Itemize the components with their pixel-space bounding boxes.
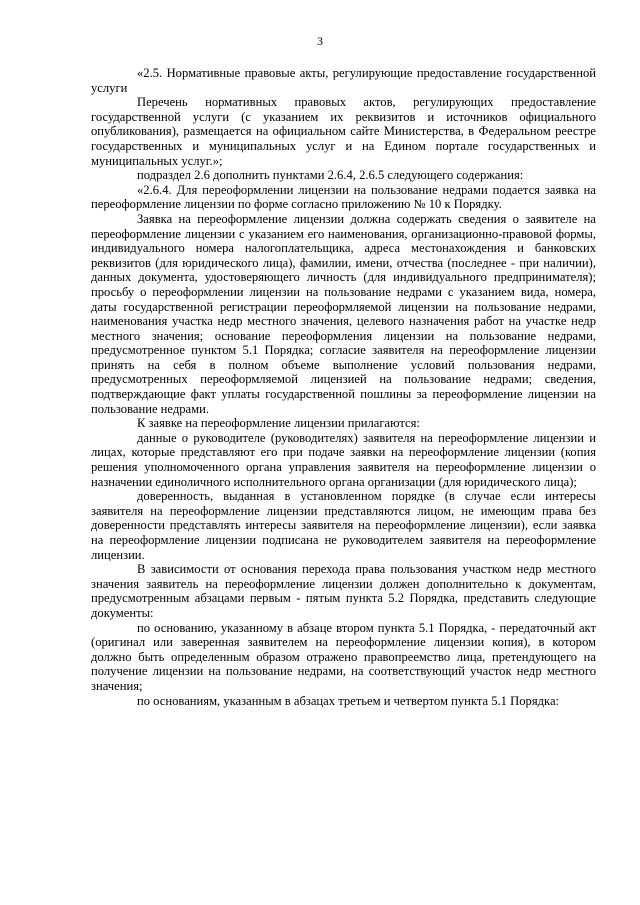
paragraph-manager-data: данные о руководителе (руководителях) заявителя на переоформление лицензии и лицах, которые представляют его при подаче заявки на переоформление лицензии (копия решения уполномоченного органа управления заявителя на переоформление лицензии о назначении единоличного исполнительного органа организации (для юридического лица); <box>91 430 596 489</box>
paragraph-additional-documents: В зависимости от основания перехода права пользования участком недр местного значения заявитель на переоформление лицензии должен дополнительно к документам, предусмотренным абзацами первым - пятым пункта 5.2 Порядка, представить следующие документы: <box>91 562 596 620</box>
paragraph-2-5-heading: «2.5. Нормативные правовые акты, регулирующие предоставление государственной услуги <box>91 66 596 95</box>
page-number: 3 <box>317 34 323 48</box>
paragraph-application-content: Заявка на переоформление лицензии должна содержать сведения о заявителе на переоформление лицензии с указанием его наименования, организационно-правовой формы, индивидуального номера налогоплательщика, адреса местонахождения и банковских реквизитов (для юридического лица), фамилии, имени, отчества (последнее - при наличии), данных документа, удостоверяющего личность (для индивидуального предпринимателя); просьбу о переоформлении лицензии на пользование недрами с указанием вида, номера, даты государственной регистрации переоформляемой лицензии на пользование недрами, наименования участка недр местного значения, целевого назначения работ на участке недр местного значения; основание переоформления лицензии на пользование недрами, предусмотренное пунктом 5.1 Порядка; согласие заявителя на переоформление лицензии принять на себя в полном объеме выполнение условий пользования недрами, предусмотренных переоформляемой лицензией на пользование недрами; сведения, подтверждающие факт уплаты государственной пошлины за переоформление лицензии на пользование недрами. <box>91 211 596 416</box>
paragraph-amend-2-6: подраздел 2.6 дополнить пунктами 2.6.4, 2.6.5 следующего содержания: <box>137 168 524 183</box>
document-body <box>91 66 596 708</box>
paragraph-attachments-intro: К заявке на переоформление лицензии прилагаются: <box>137 416 420 431</box>
paragraph-basis-second: по основанию, указанному в абзаце втором пункта 5.1 Порядка, - передаточный акт (оригинал или заверенная заявителем на переоформление лицензии копия), в котором должно быть определенным образом отражено правопреемство лица, претендующего на получение лицензии на пользование недрами, на соответствующий участок недр местного значения; <box>91 620 596 693</box>
paragraph-power-of-attorney: доверенность, выданная в установленном порядке (в случае если интересы заявителя на переоформление лицензии представляются лицом, не имеющим права без доверенности представлять интересы заявителя на переоформление лицензии), если заявка на переоформление лицензии подписана не руководителем заявителя на переоформление лицензии. <box>91 489 596 562</box>
paragraph-2-6-4: «2.6.4. Для переоформлении лицензии на пользование недрами подается заявка на переоформление лицензии по форме согласно приложению № 10 к Порядку. <box>91 182 596 212</box>
paragraph-regulatory-acts: Перечень нормативных правовых актов, регулирующих предоставление государственной услуги (с указанием их реквизитов и источников официального опубликования), размещается на официальном сайте Министерства, в Федеральном реестре государственных и муниципальных услуг и на Едином портале государственных и муниципальных услуг.»; <box>91 95 596 168</box>
paragraph-basis-third-fourth: по основаниям, указанным в абзацах третьем и четвертом пункта 5.1 Порядка: <box>137 693 560 708</box>
